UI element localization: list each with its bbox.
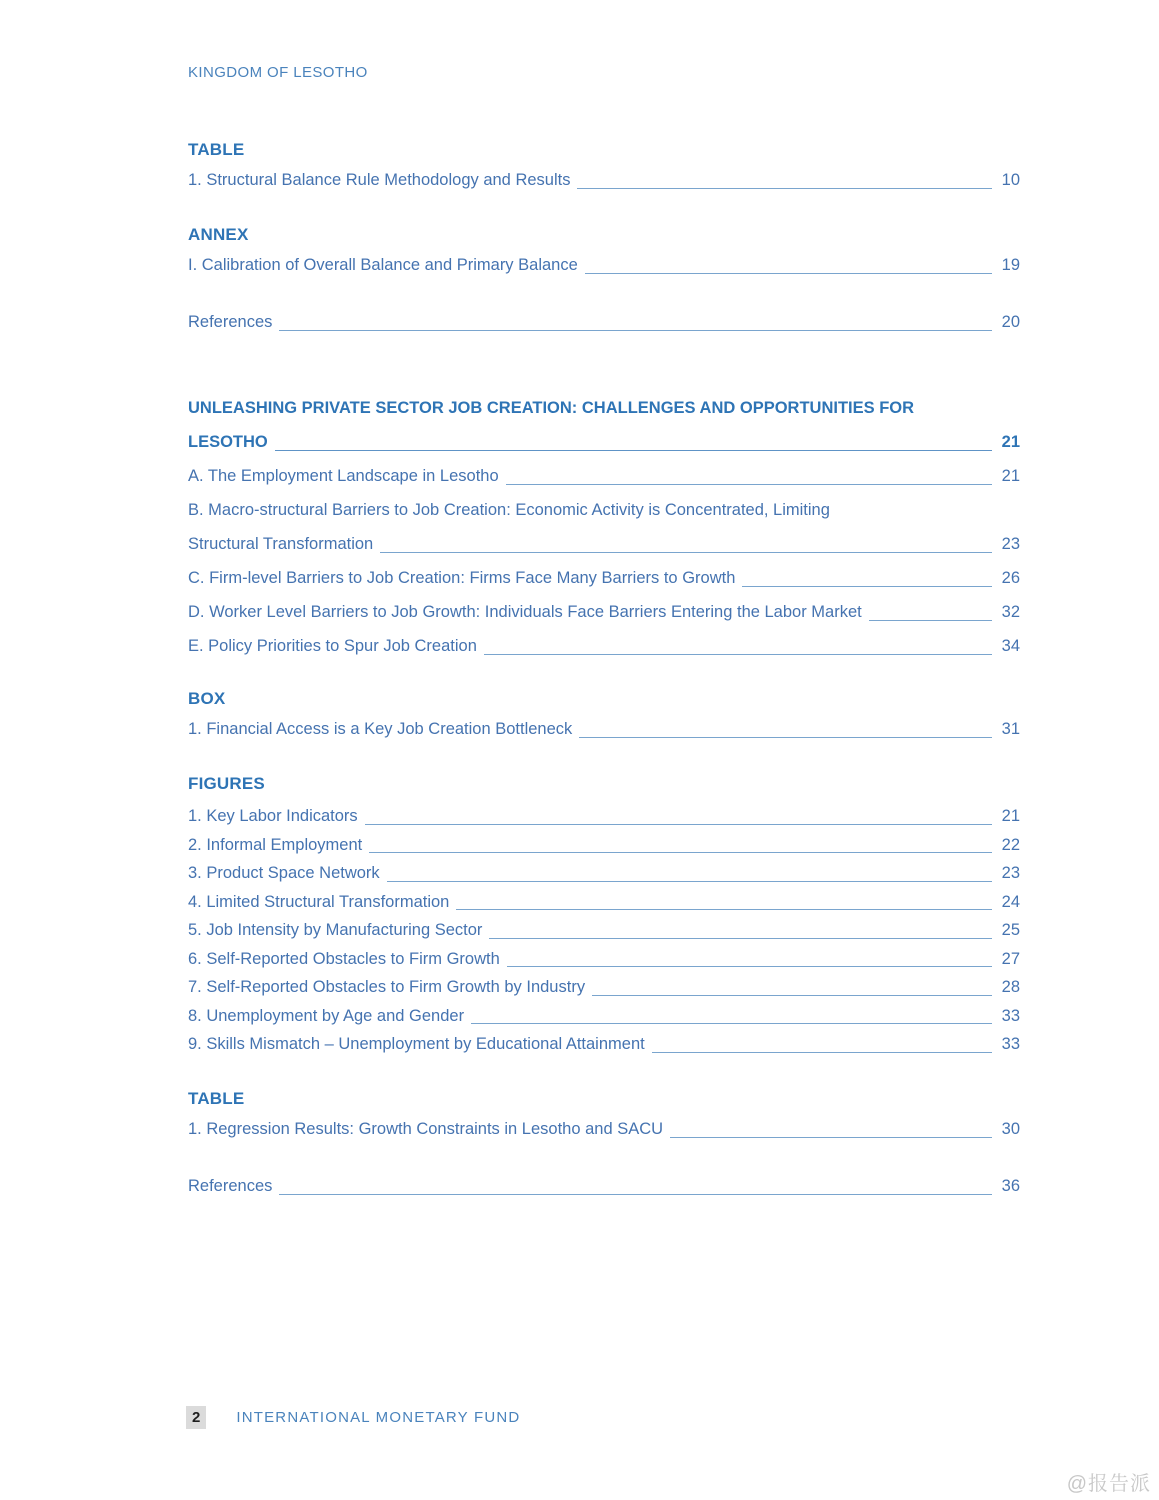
- toc-leader-line: [471, 1023, 992, 1024]
- toc-entry-label: References: [188, 1176, 273, 1195]
- toc-entry-label: 2. Informal Employment: [188, 835, 363, 854]
- section-heading-figures: FIGURES: [188, 774, 265, 793]
- toc-leader-line: [279, 1194, 991, 1195]
- toc-leader-line: [652, 1052, 992, 1053]
- toc-entry-page: 28: [1001, 978, 1020, 996]
- toc-entry-page: 21: [1001, 467, 1020, 485]
- toc-entry-label: 1. Key Labor Indicators: [188, 807, 358, 825]
- toc-entry-label: Structural Transformation: [188, 535, 374, 553]
- toc-entry-label: 3. Product Space Network: [188, 864, 380, 882]
- toc-leader-line: [365, 824, 992, 825]
- watermark: @报告派: [1066, 1473, 1151, 1495]
- toc-entry-label: E. Policy Priorities to Spur Job Creation: [188, 637, 477, 655]
- toc-entry: [188, 459, 1020, 493]
- toc-entry-label: 5. Job Intensity by Manufacturing Sector: [188, 921, 483, 939]
- toc-entry-page: 19: [1001, 256, 1020, 274]
- toc-entry: [188, 166, 1020, 195]
- chapter-title-line1: UNLEASHING PRIVATE SECTOR JOB CREATION: CHALLENGES AND OPPORTUNITIES FOR: [188, 399, 915, 417]
- toc-entry-page: 23: [1001, 864, 1020, 882]
- toc-entry-page: 25: [1001, 921, 1020, 939]
- document-header: KINGDOM OF LESOTHO: [188, 64, 368, 81]
- toc-entry-label: 7. Self-Reported Obstacles to Firm Growth by Industry: [188, 978, 586, 996]
- toc-entry-label: LESOTHO: [188, 433, 268, 451]
- toc-entry-page: 22: [1001, 835, 1020, 854]
- toc-entry-label: I. Calibration of Overall Balance and Primary Balance: [188, 256, 578, 274]
- footer-organization: INTERNATIONAL MONETARY FUND: [236, 1409, 521, 1426]
- toc-entry: [188, 916, 1020, 945]
- toc-entry: [188, 595, 1020, 629]
- toc-entry: [188, 251, 1020, 280]
- toc-leader-line: [742, 586, 991, 587]
- toc-entry-label: 8. Unemployment by Age and Gender: [188, 1006, 465, 1025]
- toc-leader-line: [279, 330, 991, 331]
- section-heading-annex: ANNEX: [188, 225, 249, 244]
- toc-entry: [188, 1115, 1020, 1144]
- toc-entry: [188, 859, 1020, 888]
- toc-leader-line: [869, 620, 992, 621]
- toc-entry-label: D. Worker Level Barriers to Job Growth: Individuals Face Barriers Entering the Labor Market: [188, 603, 862, 621]
- toc-entry-page: 33: [1001, 1006, 1020, 1025]
- toc-leader-line: [484, 654, 992, 655]
- chapter-title-entry: [188, 425, 1020, 459]
- toc-leader-line: [380, 552, 991, 553]
- toc-entry-label: References: [188, 313, 273, 331]
- toc-entry-page: 36: [1001, 1176, 1020, 1195]
- footer-page-number: 2: [186, 1406, 206, 1429]
- section-heading-table-2: TABLE: [188, 1088, 245, 1108]
- toc-entry-page: 21: [1001, 807, 1020, 825]
- toc-leader-line: [670, 1137, 992, 1138]
- toc-entry-label: C. Firm-level Barriers to Job Creation: Firms Face Many Barriers to Growth: [188, 569, 736, 587]
- toc-content: [188, 0, 1020, 1201]
- toc-entry-page: 21: [1001, 433, 1020, 451]
- toc-entry-page: 32: [1001, 603, 1020, 621]
- toc-entry-label: 1. Structural Balance Rule Methodology and Results: [188, 171, 571, 189]
- toc-entry: [188, 802, 1020, 831]
- toc-leader-line: [489, 938, 991, 939]
- toc-entry-label: 1. Regression Results: Growth Constraints in Lesotho and SACU: [188, 1119, 664, 1138]
- toc-leader-line: [275, 450, 992, 451]
- section-heading-table: TABLE: [188, 140, 245, 159]
- toc-leader-line: [506, 484, 992, 485]
- toc-entry-page: 26: [1001, 569, 1020, 587]
- toc-entry-references: [188, 308, 1020, 337]
- toc-entry-label: 6. Self-Reported Obstacles to Firm Growth: [188, 949, 500, 968]
- toc-entry-line1: B. Macro-structural Barriers to Job Creation: Economic Activity is Concentrated, Limiting: [188, 501, 830, 519]
- toc-entry-label: A. The Employment Landscape in Lesotho: [188, 467, 499, 485]
- toc-entry-page: 23: [1001, 535, 1020, 553]
- toc-entry: [188, 1002, 1020, 1031]
- toc-entry: [188, 561, 1020, 595]
- toc-entry-page: 10: [1001, 171, 1020, 189]
- toc-entry-page: 34: [1001, 637, 1020, 655]
- toc-entry-label: 4. Limited Structural Transformation: [188, 892, 450, 911]
- toc-entry-page: 31: [1001, 720, 1020, 738]
- toc-entry: [188, 715, 1020, 744]
- toc-entry-label: 9. Skills Mismatch – Unemployment by Educational Attainment: [188, 1035, 645, 1053]
- toc-entry: [188, 629, 1020, 663]
- toc-entry: [188, 973, 1020, 1002]
- toc-entry: [188, 831, 1020, 860]
- toc-leader-line: [585, 273, 992, 274]
- toc-entry-references: [188, 1172, 1020, 1201]
- toc-leader-line: [507, 966, 992, 967]
- toc-leader-line: [577, 188, 991, 189]
- toc-leader-line: [369, 852, 991, 853]
- section-heading-box: BOX: [188, 689, 226, 708]
- toc-entry: [188, 1030, 1020, 1059]
- toc-entry-line2: [188, 527, 1020, 561]
- toc-entry: [188, 888, 1020, 917]
- page-footer: [186, 1406, 520, 1429]
- toc-leader-line: [387, 881, 992, 882]
- toc-entry-page: 33: [1001, 1035, 1020, 1053]
- toc-entry-label: 1. Financial Access is a Key Job Creation Bottleneck: [188, 720, 573, 738]
- toc-entry-page: 20: [1001, 313, 1020, 331]
- toc-leader-line: [579, 737, 991, 738]
- toc-entry-page: 30: [1001, 1119, 1020, 1138]
- toc-entry: [188, 945, 1020, 974]
- toc-entry-page: 27: [1001, 949, 1020, 968]
- toc-leader-line: [592, 995, 992, 996]
- toc-leader-line: [456, 909, 991, 910]
- toc-entry-page: 24: [1001, 892, 1020, 911]
